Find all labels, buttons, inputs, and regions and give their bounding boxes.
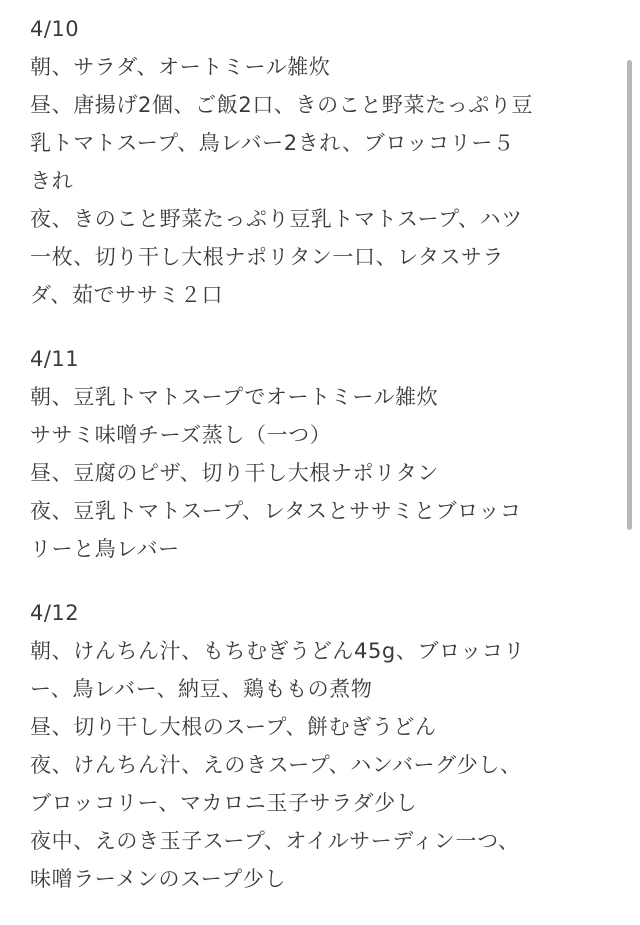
entry-line: ダ、茹でササミ２口 (30, 283, 224, 307)
entry-line: 夜中、えのき玉子スープ、オイルサーディン一つ、 (30, 829, 520, 853)
scrollbar-thumb[interactable] (627, 60, 632, 530)
entry-date: 4/12 (30, 601, 80, 625)
entry-line: リーと鳥レバー (30, 537, 180, 561)
entry-line: きれ (30, 169, 74, 193)
entry-line: 昼、豆腐のピザ、切り干し大根ナポリタン (30, 461, 439, 485)
entry-line: 昼、切り干し大根のスープ、餅むぎうどん (30, 715, 437, 739)
entry-line: 昼、唐揚げ2個、ご飯2口、きのこと野菜たっぷり豆 (30, 93, 534, 117)
entry-line: ー、鳥レバー、納豆、鶏ももの煮物 (30, 677, 373, 701)
entry-line: 夜、けんちん汁、えのきスープ、ハンバーグ少し、 (30, 753, 522, 777)
diary-entry (30, 594, 604, 898)
scrollbar-track[interactable] (631, 0, 636, 925)
entry-line: 朝、サラダ、オートミール雑炊 (30, 55, 331, 79)
entry-line: 夜、きのこと野菜たっぷり豆乳トマトスープ、ハツ (30, 207, 523, 231)
entry-line: ブロッコリー、マカロニ玉子サラダ少し (30, 791, 418, 815)
entry-date: 4/11 (30, 347, 80, 371)
entry-line: 味噌ラーメンのスープ少し (30, 867, 287, 891)
diary-entry (30, 340, 604, 568)
entry-line: 朝、豆乳トマトスープでオートミール雑炊 (30, 385, 439, 409)
entry-line: ササミ味噌チーズ蒸し（一つ） (30, 423, 332, 447)
entry-line: 一枚、切り干し大根ナポリタン一口、レタスサラ (30, 245, 504, 269)
entry-line: 朝、けんちん汁、もちむぎうどん45g、ブロッコリ (30, 639, 526, 663)
entry-date: 4/10 (30, 17, 80, 41)
entry-line: 乳トマトスープ、鳥レバー2きれ、ブロッコリー５ (30, 131, 515, 155)
entry-line: 夜、豆乳トマトスープ、レタスとササミとブロッコ (30, 499, 522, 523)
diary-entry (30, 10, 604, 314)
